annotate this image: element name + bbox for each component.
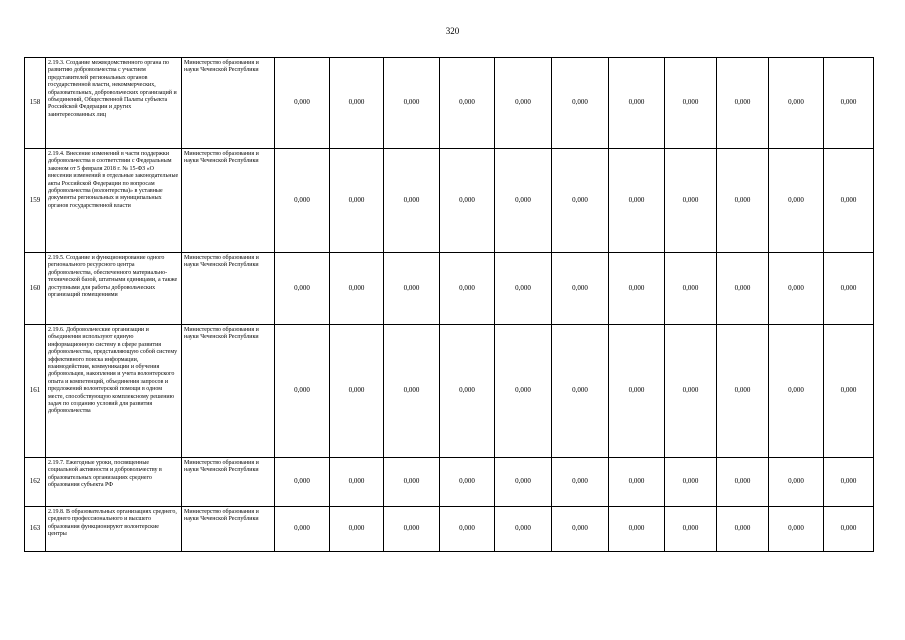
funding-value-cell: 0,000 bbox=[824, 325, 874, 458]
table-row bbox=[25, 253, 874, 325]
budget-table bbox=[24, 57, 874, 552]
funding-value-cell: 0,000 bbox=[384, 325, 440, 458]
funding-value-cell: 0,000 bbox=[495, 458, 552, 507]
funding-value-cell: 0,000 bbox=[665, 58, 717, 149]
activity-description: 2.19.6. Добровольческие организации и объединения используют единую информационную систему в сфере развития добровольчества, представляющую собой систему эффективного поиска информации, взаимодействия, коммуникации и обучения добровольцев, накопления и учета волонтерского опыта и компетенций, объединения запросов и предложений волонтерской помощи в одном месте, способствующую комплексному решению задач по созданию условий для развития добровольчества bbox=[46, 325, 182, 458]
funding-value-cell: 0,000 bbox=[824, 149, 874, 253]
funding-value-cell: 0,000 bbox=[717, 325, 769, 458]
table-row bbox=[25, 458, 874, 507]
funding-value-cell: 0,000 bbox=[717, 507, 769, 552]
funding-value-cell: 0,000 bbox=[717, 253, 769, 325]
funding-value-cell: 0,000 bbox=[609, 149, 665, 253]
funding-value-cell: 0,000 bbox=[330, 149, 384, 253]
funding-value-cell: 0,000 bbox=[495, 507, 552, 552]
funding-value-cell: 0,000 bbox=[665, 253, 717, 325]
funding-value-cell: 0,000 bbox=[824, 507, 874, 552]
row-number: 161 bbox=[25, 325, 46, 458]
funding-value-cell: 0,000 bbox=[384, 58, 440, 149]
funding-value-cell: 0,000 bbox=[275, 58, 330, 149]
funding-value-cell: 0,000 bbox=[609, 458, 665, 507]
responsible-executor: Министерство образования и науки Чеченской Республики bbox=[182, 507, 275, 552]
funding-value-cell: 0,000 bbox=[440, 458, 495, 507]
table-row bbox=[25, 58, 874, 149]
funding-value-cell: 0,000 bbox=[824, 458, 874, 507]
funding-value-cell: 0,000 bbox=[552, 58, 609, 149]
funding-value-cell: 0,000 bbox=[330, 253, 384, 325]
row-number: 158 bbox=[25, 58, 46, 149]
funding-value-cell: 0,000 bbox=[495, 325, 552, 458]
funding-value-cell: 0,000 bbox=[552, 149, 609, 253]
activity-description: 2.19.7. Ежегодные уроки, посвященные социальной активности и добровольчеству в образовательных организациях среднего образования субъекта РФ bbox=[46, 458, 182, 507]
funding-value-cell: 0,000 bbox=[552, 458, 609, 507]
funding-value-cell: 0,000 bbox=[609, 507, 665, 552]
responsible-executor: Министерство образования и науки Чеченской Республики bbox=[182, 149, 275, 253]
funding-value-cell: 0,000 bbox=[330, 58, 384, 149]
funding-value-cell: 0,000 bbox=[824, 253, 874, 325]
table-row bbox=[25, 325, 874, 458]
funding-value-cell: 0,000 bbox=[769, 458, 824, 507]
funding-value-cell: 0,000 bbox=[665, 325, 717, 458]
row-number: 162 bbox=[25, 458, 46, 507]
funding-value-cell: 0,000 bbox=[609, 325, 665, 458]
funding-value-cell: 0,000 bbox=[609, 253, 665, 325]
funding-value-cell: 0,000 bbox=[275, 458, 330, 507]
funding-value-cell: 0,000 bbox=[275, 253, 330, 325]
funding-value-cell: 0,000 bbox=[824, 58, 874, 149]
funding-value-cell: 0,000 bbox=[769, 149, 824, 253]
funding-value-cell: 0,000 bbox=[275, 507, 330, 552]
funding-value-cell: 0,000 bbox=[275, 325, 330, 458]
funding-value-cell: 0,000 bbox=[552, 325, 609, 458]
funding-value-cell: 0,000 bbox=[330, 458, 384, 507]
funding-value-cell: 0,000 bbox=[665, 149, 717, 253]
row-number: 163 bbox=[25, 507, 46, 552]
funding-value-cell: 0,000 bbox=[495, 253, 552, 325]
responsible-executor: Министерство образования и науки Чеченской Республики bbox=[182, 253, 275, 325]
funding-value-cell: 0,000 bbox=[552, 253, 609, 325]
funding-value-cell: 0,000 bbox=[440, 507, 495, 552]
funding-value-cell: 0,000 bbox=[330, 325, 384, 458]
funding-value-cell: 0,000 bbox=[275, 149, 330, 253]
table-row bbox=[25, 507, 874, 552]
funding-value-cell: 0,000 bbox=[717, 149, 769, 253]
responsible-executor: Министерство образования и науки Чеченской Республики bbox=[182, 458, 275, 507]
activity-description: 2.19.3. Создание межведомственного органа по развитию добровольчества с участием представителей региональных органов государственной власти, некоммерческих, образовательных, добровольческих организаций и объединений, Общественной Палаты субъекта Российской Федерации и других заинтересованных лиц bbox=[46, 58, 182, 149]
funding-value-cell: 0,000 bbox=[769, 325, 824, 458]
funding-value-cell: 0,000 bbox=[769, 507, 824, 552]
funding-value-cell: 0,000 bbox=[384, 507, 440, 552]
funding-value-cell: 0,000 bbox=[495, 149, 552, 253]
funding-value-cell: 0,000 bbox=[384, 149, 440, 253]
funding-value-cell: 0,000 bbox=[769, 253, 824, 325]
funding-value-cell: 0,000 bbox=[717, 458, 769, 507]
funding-value-cell: 0,000 bbox=[552, 507, 609, 552]
responsible-executor: Министерство образования и науки Чеченской Республики bbox=[182, 325, 275, 458]
row-number: 159 bbox=[25, 149, 46, 253]
page-number: 320 bbox=[445, 26, 460, 36]
activity-description: 2.19.4. Внесение изменений в части поддержки добровольчества в соответствии с Федеральным законом от 5 февраля 2018 г. № 15-ФЗ «О внесении изменений в отдельные законодательные акты Российской Федерации по вопросам добровольчества (волонтерства)» в уставные документы региональных и муниципальных органов государственной власти bbox=[46, 149, 182, 253]
funding-value-cell: 0,000 bbox=[440, 149, 495, 253]
funding-value-cell: 0,000 bbox=[665, 458, 717, 507]
activity-description: 2.19.8. В образовательных организациях среднего, среднего профессионального и высшего образования функционируют волонтерские центры bbox=[46, 507, 182, 552]
funding-value-cell: 0,000 bbox=[384, 253, 440, 325]
funding-value-cell: 0,000 bbox=[440, 58, 495, 149]
funding-value-cell: 0,000 bbox=[769, 58, 824, 149]
table-row bbox=[25, 149, 874, 253]
responsible-executor: Министерство образования и науки Чеченской Республики bbox=[182, 58, 275, 149]
funding-value-cell: 0,000 bbox=[665, 507, 717, 552]
row-number: 160 bbox=[25, 253, 46, 325]
funding-value-cell: 0,000 bbox=[330, 507, 384, 552]
funding-value-cell: 0,000 bbox=[717, 58, 769, 149]
funding-value-cell: 0,000 bbox=[609, 58, 665, 149]
funding-value-cell: 0,000 bbox=[440, 253, 495, 325]
funding-value-cell: 0,000 bbox=[440, 325, 495, 458]
activity-description: 2.19.5. Создание и функционирование одного регионального ресурсного центра добровольчества, обеспеченного материально-технической базой, штатными единицами, а также доступными для работы добровольческих организаций помещениями bbox=[46, 253, 182, 325]
funding-value-cell: 0,000 bbox=[384, 458, 440, 507]
funding-value-cell: 0,000 bbox=[495, 58, 552, 149]
